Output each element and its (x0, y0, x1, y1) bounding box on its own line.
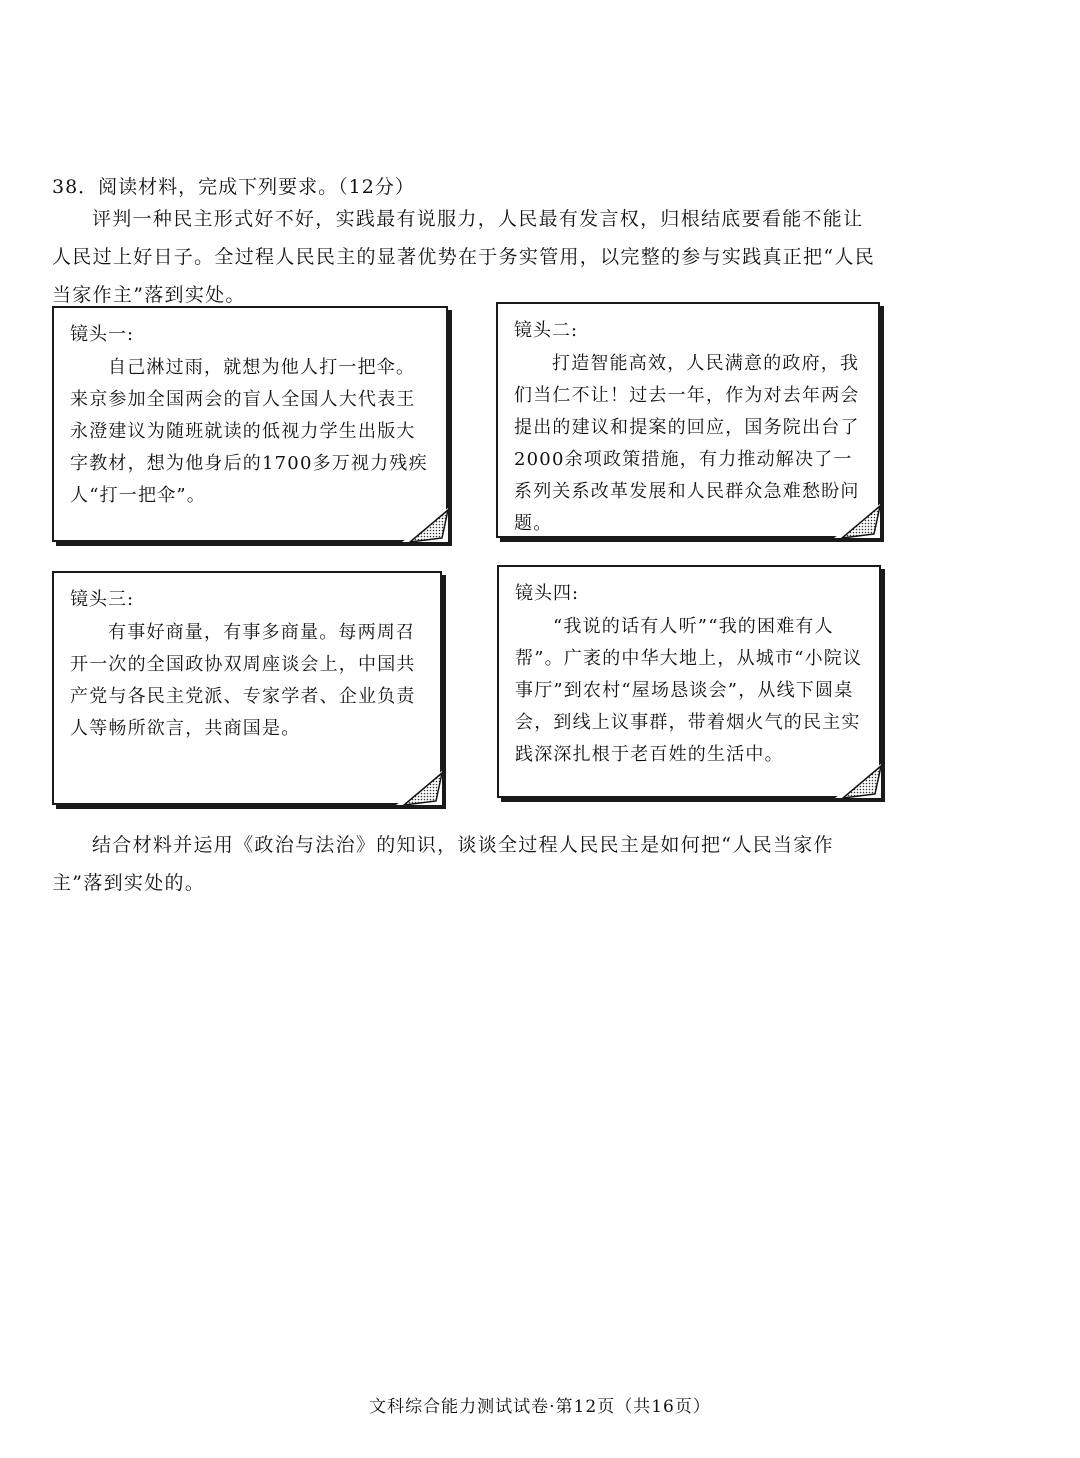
material-intro: 评判一种民主形式好不好，实践最有说服力，人民最有发言权，归根结底要看能不能让人民过上好日子。全过程人民民主的显著优势在于务实管用，以完整的参与实践真正把“人民当家作主”落到实处。 (52, 208, 876, 306)
page-curl-icon (402, 508, 448, 542)
page-footer: 文科综合能力测试试卷·第12页（共16页） (369, 1397, 711, 1417)
page-curl-icon (396, 771, 442, 805)
scene-card-4 (497, 565, 881, 798)
scene-card-body: 有事好商量，有事多商量。每两周召开一次的全国政协双周座谈会上，中国共产党与各民主党派、专家学者、企业负责人等畅所欲言，共商国是。 (70, 622, 416, 739)
scene-card-body: “我说的话有人听”“我的困难有人帮”。广袤的中华大地上，从城市“小院议事厅”到农村“屋场恳谈会”，从线下圆桌会，到线上议事群，带着烟火气的民主实践深深扎根于老百姓的生活中。 (515, 616, 863, 765)
scene-card-body: 打造智能高效，人民满意的政府，我们当仁不让！过去一年，作为对去年两会提出的建议和提案的回应，国务院出台了2000余项政策措施，有力推动解决了一系列关系改革发展和人民群众急难愁盼问题。 (514, 353, 860, 534)
scene-card-title: 镜头三: (70, 589, 135, 610)
scene-card-title: 镜头二: (514, 320, 579, 341)
scene-card-1 (52, 306, 448, 542)
scene-card-body: 自己淋过雨，就想为他人打一把伞。来京参加全国两会的盲人全国人大代表王永澄建议为随班就读的低视力学生出版大字教材，想为他身后的1700多万视力残疾人“打一把伞”。 (70, 357, 428, 506)
question-task: 结合材料并运用《政治与法治》的知识，谈谈全过程人民民主是如何把“人民当家作主”落到实处的。 (52, 834, 834, 894)
scene-card-2 (496, 302, 880, 538)
scene-card-title: 镜头四: (515, 583, 580, 604)
question-header: 38．阅读材料，完成下列要求。（12分） (52, 176, 415, 198)
scene-card-3 (52, 571, 442, 805)
scene-card-title: 镜头一: (70, 324, 135, 345)
